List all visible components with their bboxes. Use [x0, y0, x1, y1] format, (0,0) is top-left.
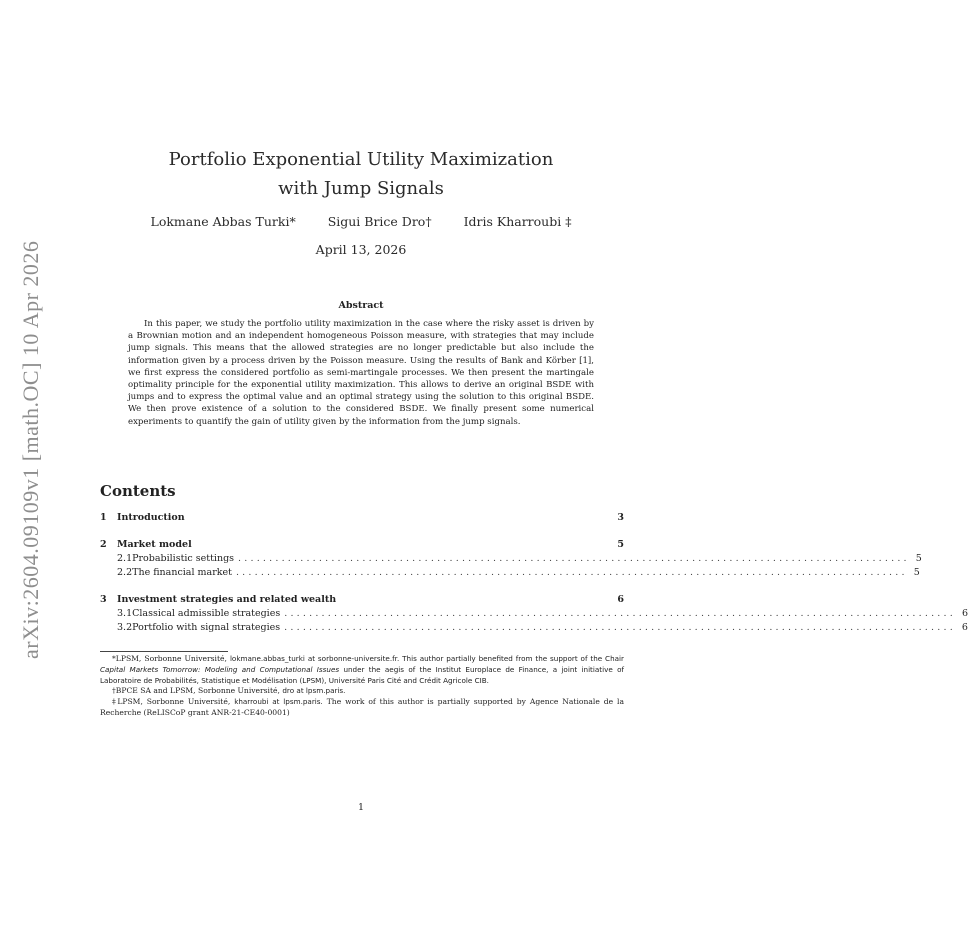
toc-page: 5 — [915, 553, 922, 564]
toc-title: Investment strategies and related wealth — [117, 594, 337, 605]
footnote-text: The work of this author is partially supported by Agence Nationale de la Recherche (ReLISCoP grant ANR-21-CE40-0001) — [100, 697, 624, 717]
toc-title: Classical admissible strategies — [132, 608, 281, 619]
footnote-affiliation: †BPCE SA and LPSM, Sorbonne Université, — [112, 686, 283, 696]
toc-title: Probabilistic settings — [132, 553, 235, 564]
toc-subsection-3-1[interactable] — [100, 608, 968, 622]
toc-title: Introduction — [117, 512, 185, 523]
contents-heading: Contents — [100, 482, 176, 500]
toc-number: 1 — [100, 512, 107, 523]
footnote-email[interactable]: kharroubi at lpsm.paris. — [234, 697, 323, 707]
toc-page: 3 — [617, 512, 624, 523]
footnote-email[interactable]: dro at lpsm.paris. — [282, 686, 346, 696]
table-of-contents — [100, 512, 968, 636]
footnote-rule — [100, 651, 228, 652]
footnotes — [100, 654, 624, 719]
footnote-email[interactable]: lokmane.abbas_turki at sorbonne-universite.fr. — [229, 654, 400, 663]
toc-number: 2.1 — [117, 553, 133, 564]
author-list — [100, 214, 622, 229]
toc-page: 6 — [961, 608, 968, 619]
toc-number: 3 — [100, 594, 107, 605]
toc-leader-dots: ............................................................................................................ — [238, 553, 910, 564]
toc-title: The financial market — [132, 567, 232, 578]
toc-section-1[interactable] — [100, 512, 624, 526]
toc-leader-dots: ............................................................................................................ — [284, 622, 956, 633]
toc-page: 6 — [617, 594, 624, 605]
toc-title: Market model — [117, 539, 192, 550]
toc-page: 6 — [961, 622, 968, 633]
toc-number: 3.2 — [117, 622, 133, 633]
toc-page: 5 — [617, 539, 624, 550]
toc-number: 2.2 — [117, 567, 133, 578]
toc-subsection-3-2[interactable] — [100, 622, 968, 636]
footnote-3 — [100, 697, 624, 719]
footnote-affiliation: ‡LPSM, Sorbonne Université, — [112, 697, 235, 707]
abstract-text: In this paper, we study the portfolio utility maximization in the case where the risky asset is driven by a Brownian motion and an independent homogeneous Poisson measure, with strategies that may include jump signals. This means that the allowed strategies are no longer predictable but also include the information given by a process driven by the Poisson measure. Using the results of Bank and Körber [1], we first express the considered portfolio as semi-martingale processes. We then present the martingale optimality principle for the exponential utility maximization. This allows to derive an original BSDE with jumps and to express the optimal value and an optimal strategy using the solution to this original BSDE. We then prove existence of a solution to the considered BSDE. We finally present some numerical experiments to quantify the gain of utility given by the information from the jump signals. — [128, 319, 594, 427]
footnote-affiliation: *LPSM, Sorbonne Université, — [112, 654, 230, 663]
footnote-2 — [100, 686, 624, 697]
page-number: 1 — [357, 802, 365, 813]
author-3: Idris Kharroubi ‡ — [463, 214, 572, 229]
abstract-heading: Abstract — [338, 300, 384, 311]
toc-page: 5 — [913, 567, 920, 578]
footnote-1 — [100, 654, 624, 686]
chair-name: Capital Markets Tomorrow: Modeling and Computational Issues — [100, 664, 340, 674]
title-line-2: with Jump Signals — [278, 178, 444, 199]
paper-title — [100, 145, 622, 203]
toc-section-3[interactable] — [100, 594, 624, 608]
toc-number: 3.1 — [117, 608, 133, 619]
author-1: Lokmane Abbas Turki* — [150, 214, 296, 229]
toc-title: Portfolio with signal strategies — [132, 622, 281, 633]
title-line-1: Portfolio Exponential Utility Maximization — [168, 149, 554, 170]
footnote-text: This author partially benefited from the support of the Chair — [399, 654, 624, 663]
toc-leader-dots: ............................................................................................................ — [235, 567, 908, 578]
toc-subsection-2-1[interactable] — [100, 553, 922, 567]
toc-section-2[interactable] — [100, 539, 624, 553]
paper-date: April 13, 2026 — [315, 242, 407, 257]
toc-subsection-2-2[interactable] — [100, 567, 920, 581]
arxiv-stamp: arXiv:2604.09109v1 [math.OC] 10 Apr 2026 — [18, 240, 43, 660]
author-2: Sigui Brice Dro† — [327, 214, 432, 229]
toc-leader-dots: ............................................................................................................ — [284, 608, 956, 619]
toc-number: 2 — [100, 539, 107, 550]
footnote-text: under the aegis of the Institut Europlace de Finance, a joint initiative of Laboratoire de Probabilités, Statistique et Modélisation (LPSM), Université Paris Cité and Crédit Agricole CIB. — [100, 664, 625, 685]
